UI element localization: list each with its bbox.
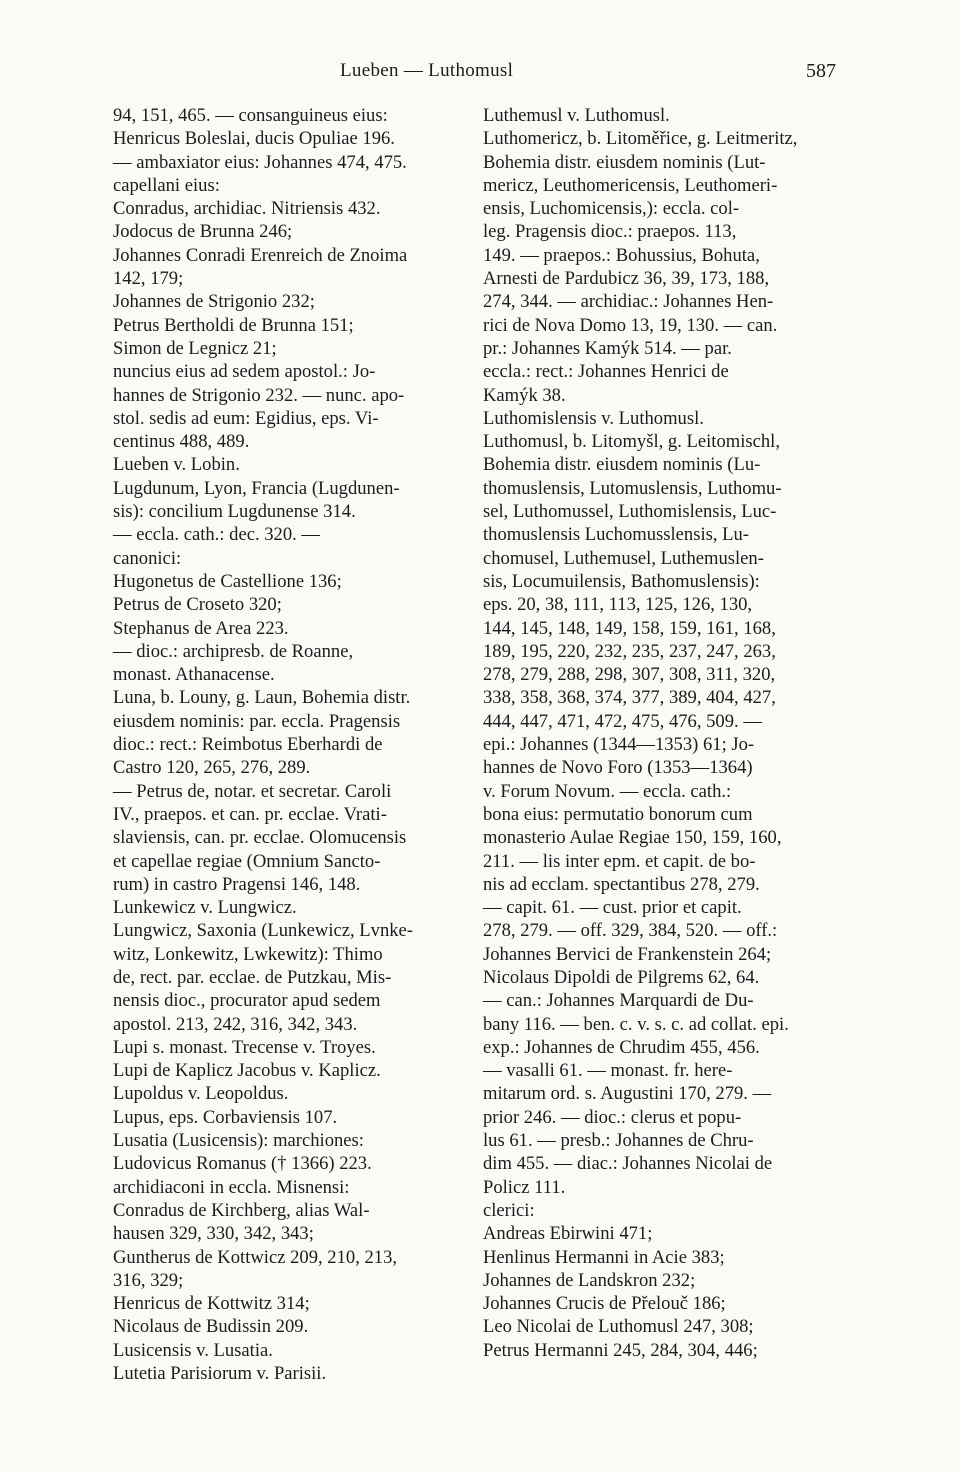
index-line: prior 246. — dioc.: clerus et popu- — [483, 1106, 742, 1128]
index-line: Lugdunum, Lyon, Francia (Lugdunen- — [113, 477, 400, 499]
index-line: — Petrus de, notar. et secretar. Caroli — [113, 780, 392, 802]
index-line: 189, 195, 220, 232, 235, 237, 247, 263, — [483, 640, 776, 662]
index-line: Luthomericz, b. Litoměřice, g. Leitmeritz, — [483, 128, 798, 150]
index-line: Simon de Legnicz 21; — [113, 337, 277, 359]
index-line: 316, 329; — [113, 1269, 184, 1291]
right-column — [483, 104, 835, 1362]
index-line: Leo Nicolai de Luthomusl 247, 308; — [483, 1316, 754, 1338]
index-line: dioc.: rect.: Reimbotus Eberhardi de — [113, 734, 383, 756]
index-line: et capellae regiae (Omnium Sancto- — [113, 850, 381, 872]
index-line: nis ad ecclam. spectantibus 278, 279. — [483, 873, 760, 895]
index-line: Arnesti de Pardubicz 36, 39, 173, 188, — [483, 268, 770, 290]
index-line: sis, Locumuilensis, Bathomuslensis): — [483, 570, 760, 592]
index-line: Petrus de Croseto 320; — [113, 594, 282, 616]
index-line: Luthomusl, b. Litomyšl, g. Leitomischl, — [483, 431, 780, 453]
index-line: v. Forum Novum. — eccla. cath.: — [483, 780, 732, 802]
index-line: Henlinus Hermanni in Acie 383; — [483, 1246, 725, 1268]
index-line: IV., praepos. et can. pr. ecclae. Vrati- — [113, 803, 387, 825]
index-line: Bohemia distr. eiusdem nominis (Lu- — [483, 454, 761, 476]
index-line: ensis, Luchomicensis,): eccla. col- — [483, 198, 740, 220]
index-line: Castro 120, 265, 276, 289. — [113, 757, 311, 779]
index-line: Johannes Crucis de Přelouč 186; — [483, 1293, 726, 1315]
index-line: Lupoldus v. Leopoldus. — [113, 1083, 289, 1105]
index-line: Hugonetus de Castellione 136; — [113, 570, 342, 592]
index-line: bany 116. — ben. c. v. s. c. ad collat. epi. — [483, 1013, 789, 1035]
index-line: — can.: Johannes Marquardi de Du- — [483, 990, 754, 1012]
index-line: 149. — praepos.: Bohussius, Bohuta, — [483, 244, 760, 266]
index-line: mericz, Leuthomericensis, Leuthomeri- — [483, 174, 778, 196]
index-line: hannes de Strigonio 232. — nunc. apo- — [113, 384, 405, 406]
index-line: Johannes Conradi Erenreich de Znoima — [113, 244, 408, 266]
index-line: 142, 179; — [113, 268, 184, 290]
index-line: sis): concilium Lugdunense 314. — [113, 501, 356, 523]
index-line: Luna, b. Louny, g. Laun, Bohemia distr. — [113, 687, 411, 709]
index-line: — dioc.: archipresb. de Roanne, — [113, 640, 354, 662]
index-line: Jodocus de Brunna 246; — [113, 221, 293, 243]
index-line: slaviensis, can. pr. ecclae. Olomucensis — [113, 827, 407, 849]
index-line: Luthomislensis v. Luthomusl. — [483, 407, 704, 429]
running-head: Lueben — Luthomusl — [340, 60, 514, 81]
index-line: clerici: — [483, 1199, 535, 1221]
index-line: 211. — lis inter epm. et capit. de bo- — [483, 850, 756, 872]
index-line: 338, 358, 368, 374, 377, 389, 404, 427, — [483, 687, 776, 709]
index-line: exp.: Johannes de Chrudim 455, 456. — [483, 1036, 760, 1058]
index-line: witz, Lonkewitz, Lwkewitz): Thimo — [113, 943, 383, 965]
index-line: canonici: — [113, 547, 182, 569]
index-line: 274, 344. — archidiac.: Johannes Hen- — [483, 291, 774, 313]
left-column — [113, 104, 463, 1385]
index-line: Nicolaus Dipoldi de Pilgrems 62, 64. — [483, 966, 760, 988]
index-line: centinus 488, 489. — [113, 431, 250, 453]
index-line: Petrus Bertholdi de Brunna 151; — [113, 314, 354, 336]
page-number: 587 — [806, 60, 836, 82]
index-line: hannes de Novo Foro (1353—1364) — [483, 757, 753, 779]
index-line: rici de Nova Domo 13, 19, 130. — can. — [483, 314, 778, 336]
index-line: monasterio Aulae Regiae 150, 159, 160, — [483, 827, 782, 849]
index-line: monast. Athanacense. — [113, 664, 275, 686]
index-line: 94, 151, 465. — consanguineus eius: — [113, 105, 388, 126]
page-header — [0, 60, 960, 90]
index-line: 144, 145, 148, 149, 158, 159, 161, 168, — [483, 617, 776, 639]
index-line: Johannes Bervici de Frankenstein 264; — [483, 943, 772, 965]
index-line: Lusatia (Lusicensis): marchiones: — [113, 1130, 364, 1152]
index-line: Lunkewicz v. Lungwicz. — [113, 897, 297, 919]
index-line: epi.: Johannes (1344—1353) 61; Jo- — [483, 734, 755, 756]
index-line: Lupi de Kaplicz Jacobus v. Kaplicz. — [113, 1060, 381, 1082]
index-line: rum) in castro Pragensi 146, 148. — [113, 873, 361, 895]
index-line: Lutetia Parisiorum v. Parisii. — [113, 1363, 327, 1385]
index-line: Luthemusl v. Luthomusl. — [483, 105, 670, 126]
index-line: nensis dioc., procurator apud sedem — [113, 990, 381, 1012]
index-line: eccla.: rect.: Johannes Henrici de — [483, 361, 729, 383]
index-line: Kamýk 38. — [483, 384, 566, 406]
index-line: thomuslensis Luchomusslensis, Lu- — [483, 524, 749, 546]
index-line: Petrus Hermanni 245, 284, 304, 446; — [483, 1339, 758, 1361]
index-line: archidiaconi in eccla. Misnensi: — [113, 1176, 350, 1198]
index-line: — capit. 61. — cust. prior et capit. — [483, 897, 742, 919]
index-line: stol. sedis ad eum: Egidius, eps. Vi- — [113, 407, 379, 429]
index-line: Stephanus de Area 223. — [113, 617, 289, 639]
index-line: Conradus, archidiac. Nitriensis 432. — [113, 198, 381, 220]
index-line: lus 61. — presb.: Johannes de Chru- — [483, 1130, 754, 1152]
index-line: chomusel, Luthemusel, Luthemuslen- — [483, 547, 764, 569]
index-line: Johannes de Strigonio 232; — [113, 291, 315, 313]
index-line: Johannes de Landskron 232; — [483, 1269, 696, 1291]
index-line: Conradus de Kirchberg, alias Wal- — [113, 1199, 370, 1221]
index-line: Lusicensis v. Lusatia. — [113, 1339, 273, 1361]
index-line: hausen 329, 330, 342, 343; — [113, 1223, 314, 1245]
index-line: — vasalli 61. — monast. fr. here- — [483, 1060, 733, 1082]
index-line: Nicolaus de Budissin 209. — [113, 1316, 309, 1338]
index-line: nuncius eius ad sedem apostol.: Jo- — [113, 361, 376, 383]
index-line: Henricus de Kottwitz 314; — [113, 1293, 310, 1315]
index-line: Lupi s. monast. Trecense v. Troyes. — [113, 1036, 376, 1058]
index-line: 278, 279, 288, 298, 307, 308, 311, 320, — [483, 664, 776, 686]
index-line: Bohemia distr. eiusdem nominis (Lut- — [483, 151, 766, 173]
index-line: Guntherus de Kottwicz 209, 210, 213, — [113, 1246, 398, 1268]
index-line: thomuslensis, Lutomuslensis, Luthomu- — [483, 477, 782, 499]
index-line: sel, Luthomussel, Luthomislensis, Luc- — [483, 501, 777, 523]
index-line: Lungwicz, Saxonia (Lunkewicz, Lvnke- — [113, 920, 413, 942]
index-line: Andreas Ebirwini 471; — [483, 1223, 653, 1245]
index-line: bona eius: permutatio bonorum cum — [483, 803, 753, 825]
index-line: Lupus, eps. Corbaviensis 107. — [113, 1106, 338, 1128]
index-line: eps. 20, 38, 111, 113, 125, 126, 130, — [483, 594, 753, 616]
index-line: Henricus Boleslai, ducis Opuliae 196. — [113, 128, 395, 150]
index-line: capellani eius: — [113, 174, 220, 196]
index-line: leg. Pragensis dioc.: praepos. 113, — [483, 221, 737, 243]
index-line: — eccla. cath.: dec. 320. — — [113, 524, 321, 546]
index-line: apostol. 213, 242, 316, 342, 343. — [113, 1013, 358, 1035]
index-line: Lueben v. Lobin. — [113, 454, 240, 476]
index-line: 444, 447, 471, 472, 475, 476, 509. — — [483, 710, 762, 732]
index-line: de, rect. par. ecclae. de Putzkau, Mis- — [113, 966, 392, 988]
index-line: 278, 279. — off. 329, 384, 520. — off.: — [483, 920, 778, 942]
index-line: eiusdem nominis: par. eccla. Pragensis — [113, 710, 401, 732]
index-line: Ludovicus Romanus († 1366) 223. — [113, 1153, 372, 1175]
index-line: pr.: Johannes Kamýk 514. — par. — [483, 337, 732, 359]
index-line: Policz 111. — [483, 1176, 566, 1198]
index-line: mitarum ord. s. Augustini 170, 279. — — [483, 1083, 772, 1105]
index-line: — ambaxiator eius: Johannes 474, 475. — [113, 151, 407, 173]
index-line: dim 455. — diac.: Johannes Nicolai de — [483, 1153, 773, 1175]
